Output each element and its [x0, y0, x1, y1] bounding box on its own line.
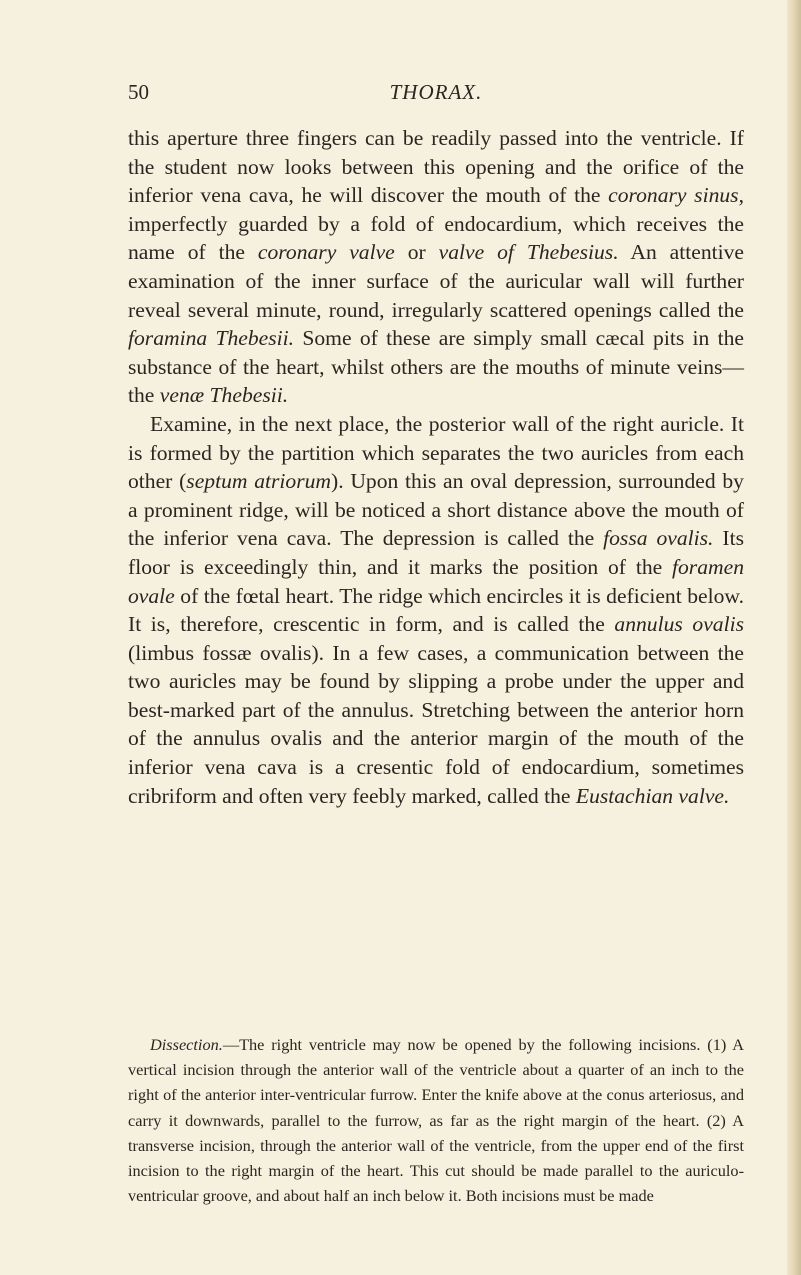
paragraph-posterior-wall — [128, 410, 744, 810]
page-number: 50 — [128, 80, 149, 104]
text-run: this aperture three fingers can be readily passed into the ventricle. If the student now looks between this opening and the orifice of the inferior vena cava, he will discover the mouth of the — [128, 126, 744, 208]
text-run: , imperfectly guarded by a fold of endocardium, which receives the name of the — [128, 183, 744, 265]
text-run: Its floor is exceedingly thin, and it marks the position of the — [128, 526, 744, 579]
term-coronary-sinus: coronary sinus — [608, 183, 739, 208]
text-run: Examine, in the next place, the posterior wall of the right auricle. It is formed by the partition which separates the two auricles from each other ( — [128, 411, 744, 494]
term-valve-of-thebesius: valve of Thebesius. — [438, 240, 619, 265]
term-annulus-ovalis: annulus ovalis — [614, 612, 744, 637]
running-head: THORAX. — [389, 80, 483, 104]
main-text — [128, 124, 744, 810]
page-header — [128, 80, 744, 110]
dissection-text: —The right ventricle may now be opened by the following incisions. (1) A vertical incision through the anterior wall of the ventricle about a quarter of an inch to the right of the anterior inter-ventricular furrow. Enter the knife above at the conus arteriosus, and carry it downwards, parallel to the furrow, as far as the right margin of the heart. (2) A transverse incision, through the anterior wall of the ventricle, from the upper end of the first incision to the right margin of the heart. This cut should be made parallel to the auriculo-ventricular groove, and about half an inch below it. Both incisions must be made — [128, 1035, 744, 1206]
text-run: An attentive examination of the inner surface of the auricular wall will further reveal several minute, round, irregularly scattered openings called the — [128, 240, 745, 322]
text-run: of the fœtal heart. The ridge which encircles it is deficient below. It is, therefore, crescentic in form, and is called the — [128, 583, 744, 637]
term-coronary-valve: coronary valve — [257, 240, 395, 265]
term-venae-thebesii: venæ Thebesii. — [159, 383, 289, 408]
text-run: ). Upon this an oval depression, surrounded by a prominent ridge, will be noticed a short distance above the mouth of the inferior vena cava. The depression is called the — [128, 469, 744, 551]
term-fossa-ovalis: fossa ovalis. — [603, 526, 714, 551]
page-edge-shadow — [787, 0, 801, 1275]
term-septum-atriorum: septum atriorum — [186, 469, 331, 494]
paragraph-continuation — [128, 124, 744, 410]
dissection-label: Dissection. — [150, 1035, 223, 1054]
text-run: Some of these are simply small cæcal pits in the substance of the heart, whilst others are the mouths of minute veins—the — [128, 326, 745, 408]
text-run: or — [394, 240, 439, 265]
term-foramen-ovale: foramen ovale — [128, 554, 744, 608]
term-eustachian-valve: Eustachian valve. — [575, 783, 730, 808]
term-foramina-thebesii: foramina Thebesii. — [128, 326, 295, 351]
dissection-note — [128, 1032, 744, 1208]
text-run: (limbus fossæ ovalis). In a few cases, a communication between the two auricles may be found by slipping a probe under the upper and best-marked part of the annulus. Stretching between the anterior horn of the annulus ovalis and the anterior margin of the mouth of the inferior vena cava is a cresentic fold of endocardium, sometimes cribriform and often very feebly marked, called the — [128, 640, 744, 808]
